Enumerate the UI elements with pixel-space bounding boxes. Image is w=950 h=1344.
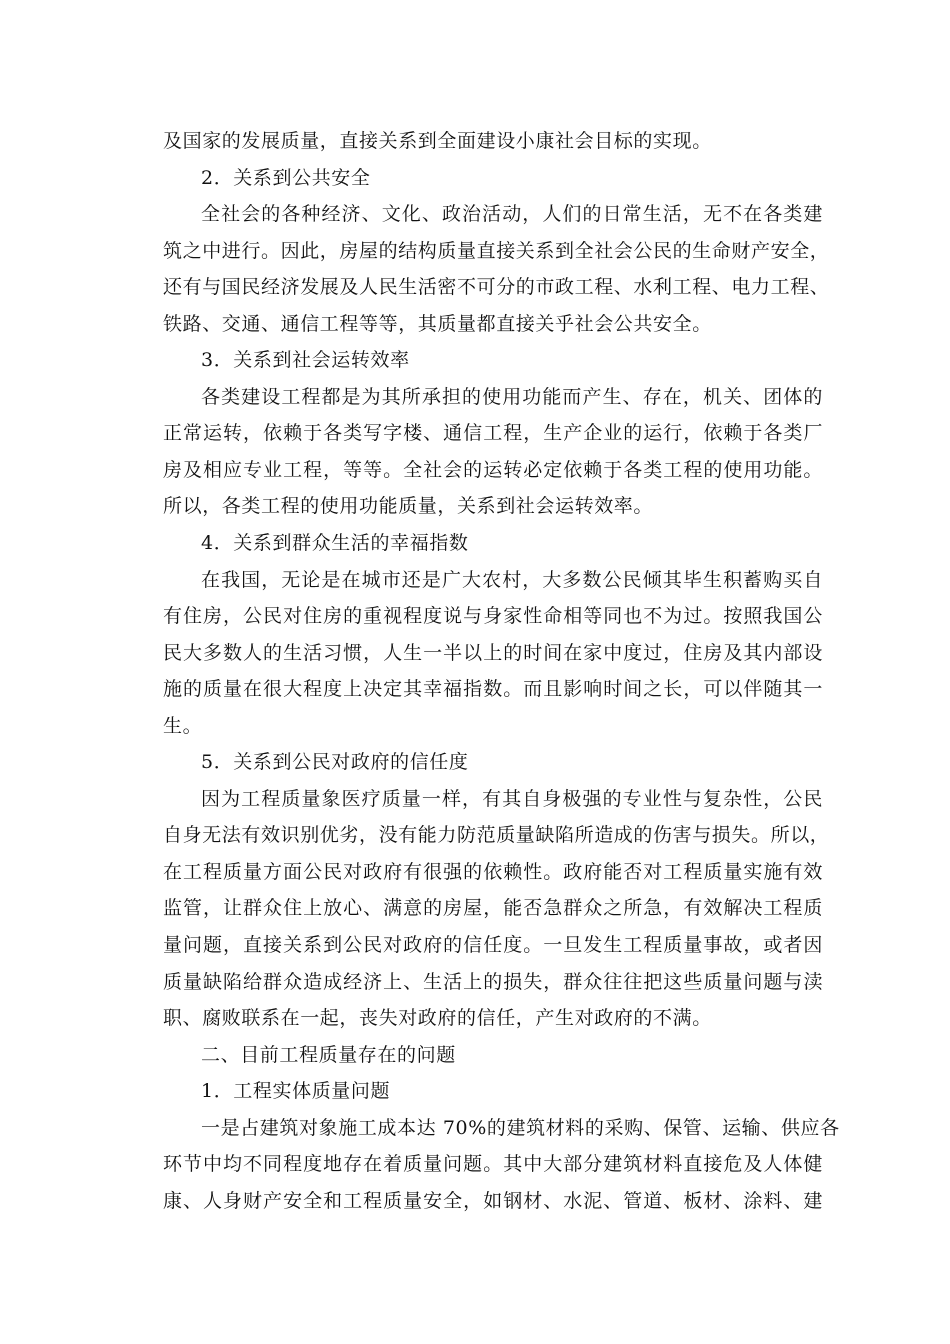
document-body [163, 123, 840, 1219]
text-line: 质量缺陷给群众造成经济上、生活上的损失，群众往往把这些质量问题与渎 [163, 970, 823, 993]
text-line: 及国家的发展质量，直接关系到全面建设小康社会目标的实现。 [163, 130, 712, 152]
text-line: 自身无法有效识别优劣，没有能力防范质量缺陷所造成的伤害与损失。所以， [163, 824, 830, 847]
text-line: 环节中均不同程度地存在着质量问题。其中大部分建筑材料直接危及人体健 [163, 1153, 823, 1176]
text-line: 量问题，直接关系到公民对政府的信任度。一旦发生工程质量事故，或者因 [163, 934, 823, 957]
text-line: 职、腐败联系在一起，丧失对政府的信任，产生对政府的不满。 [163, 1007, 712, 1030]
text-line: 在工程质量方面公民对政府有很强的依赖性。政府能否对工程质量实施有效 [163, 860, 823, 883]
section-heading: 4．关系到群众生活的幸福指数 [201, 532, 469, 555]
section-heading: 1．工程实体质量问题 [201, 1080, 391, 1103]
text-line: 生。 [163, 714, 203, 737]
text-line: 施的质量在很大程度上决定其幸福指数。而且影响时间之长，可以伴随其一 [163, 678, 823, 701]
text-line: 正常运转，依赖于各类写字楼、通信工程，生产企业的运行，依赖于各类厂 [163, 422, 823, 445]
text-line: 一是占建筑对象施工成本达 70%的建筑材料的采购、保管、运输、供应各 [201, 1116, 840, 1139]
text-line: 所以，各类工程的使用功能质量，关系到社会运转效率。 [163, 495, 654, 518]
text-line: 有住房，公民对住房的重视程度说与身家性命相等同也不为过。按照我国公 [163, 605, 823, 628]
text-line: 全社会的各种经济、文化、政治活动，人们的日常生活，无不在各类建 [201, 203, 823, 226]
section-heading: 5．关系到公民对政府的信任度 [201, 751, 469, 774]
section-heading: 2．关系到公共安全 [201, 166, 371, 189]
text-line: 各类建设工程都是为其所承担的使用功能而产生、存在，机关、团体的 [201, 385, 823, 408]
text-line: 筑之中进行。因此，房屋的结构质量直接关系到全社会公民的生命财产安全， [163, 239, 830, 262]
text-line: 还有与国民经济发展及人民生活密不可分的市政工程、水利工程、电力工程、 [163, 276, 830, 299]
section-heading: 3．关系到社会运转效率 [201, 349, 410, 372]
text-line: 在我国，无论是在城市还是广大农村，大多数公民倾其毕生积蓄购买自 [201, 568, 823, 591]
text-line: 监管，让群众住上放心、满意的房屋，能否急群众之所急，有效解决工程质 [163, 897, 823, 920]
text-line: 房及相应专业工程，等等。全社会的运转必定依赖于各类工程的使用功能。 [163, 458, 823, 481]
section-heading: 二、目前工程质量存在的问题 [201, 1043, 456, 1066]
text-line: 因为工程质量象医疗质量一样，有其自身极强的专业性与复杂性，公民 [201, 787, 823, 810]
text-line: 康、人身财产安全和工程质量安全，如钢材、水泥、管道、板材、涂料、建 [163, 1189, 823, 1212]
text-line: 民大多数人的生活习惯，人生一半以上的时间在家中度过，住房及其内部设 [163, 641, 823, 664]
text-line: 铁路、交通、通信工程等等，其质量都直接关乎社会公共安全。 [163, 312, 712, 335]
